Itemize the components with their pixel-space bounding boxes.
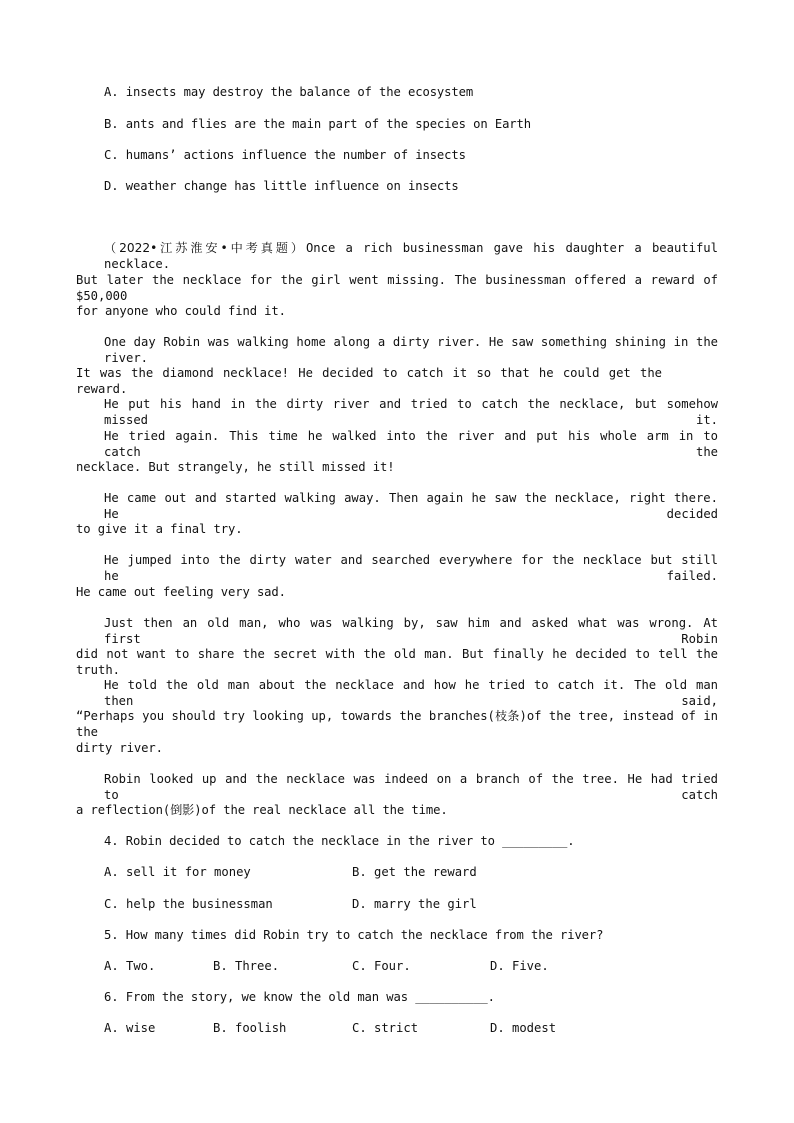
question-6-option-a: A. wise: [104, 1021, 156, 1035]
passage-line: “Perhaps you should try looking up, towards the branches(枝条)of the tree, instead of in the: [76, 709, 718, 739]
source-tag: （2022•江苏淮安•中考真题）: [104, 241, 306, 255]
question-5-option-c: C. Four.: [352, 959, 411, 973]
passage-line: to give it a final try.: [76, 522, 243, 536]
question-5-option-a: A. Two.: [104, 959, 156, 973]
passage-line: It was the diamond necklace! He decided to catch it so that he could get the reward.: [76, 366, 662, 396]
passage-line: He jumped into the dirty water and searched everywhere for the necklace but still he failed.: [104, 553, 718, 583]
question-4-option-d: D. marry the girl: [352, 897, 477, 911]
passage-line: One day Robin was walking home along a dirty river. He saw something shining in the river.: [104, 335, 718, 365]
passage-line: for anyone who could find it.: [76, 304, 286, 318]
question-6-option-c: C. strict: [352, 1021, 419, 1035]
question-4-stem: 4. Robin decided to catch the necklace in the river to _________.: [104, 834, 575, 848]
question-6-option-d: D. modest: [490, 1021, 557, 1035]
prev-option-a: A. insects may destroy the balance of the ecosystem: [104, 85, 474, 99]
passage-line: Robin looked up and the necklace was indeed on a branch of the tree. He had tried to catch: [104, 772, 718, 802]
passage-line: He came out feeling very sad.: [76, 585, 286, 599]
passage-first-line: [104, 240, 718, 272]
passage-line: a reflection(倒影)of the real necklace all the time.: [76, 803, 448, 817]
prev-option-c: C. humans’ actions influence the number of insects: [104, 148, 466, 162]
question-4-option-a: A. sell it for money: [104, 865, 251, 879]
question-5-option-d: D. Five.: [490, 959, 549, 973]
prev-option-d: D. weather change has little influence on insects: [104, 179, 459, 193]
passage-line: He came out and started walking away. Then again he saw the necklace, right there. He decided: [104, 491, 718, 521]
prev-option-b: B. ants and flies are the main part of the species on Earth: [104, 117, 532, 131]
passage-line: Once a rich businessman gave his daughter a beautiful necklace.: [104, 241, 718, 271]
question-5-option-b: B. Three.: [213, 959, 280, 973]
passage-line: He put his hand in the dirty river and tried to catch the necklace, but somehow missed it.: [104, 397, 718, 427]
passage-line: He told the old man about the necklace and how he tried to catch it. The old man then said,: [104, 678, 718, 708]
passage-line: necklace. But strangely, he still missed it!: [76, 460, 395, 474]
passage-line: Just then an old man, who was walking by, saw him and asked what was wrong. At first Robin: [104, 616, 718, 646]
passage-line: dirty river.: [76, 741, 163, 755]
passage-line: But later the necklace for the girl went missing. The businessman offered a reward of $50,000: [76, 273, 718, 303]
question-5-stem: 5. How many times did Robin try to catch the necklace from the river?: [104, 928, 604, 942]
passage-line: He tried again. This time he walked into the river and put his whole arm in to catch the: [104, 429, 718, 459]
question-4-option-c: C. help the businessman: [104, 897, 273, 911]
question-6-stem: 6. From the story, we know the old man was __________.: [104, 990, 495, 1004]
question-4-option-b: B. get the reward: [352, 865, 477, 879]
passage-line: did not want to share the secret with the old man. But finally he decided to tell the truth.: [76, 647, 718, 677]
question-6-option-b: B. foolish: [213, 1021, 287, 1035]
